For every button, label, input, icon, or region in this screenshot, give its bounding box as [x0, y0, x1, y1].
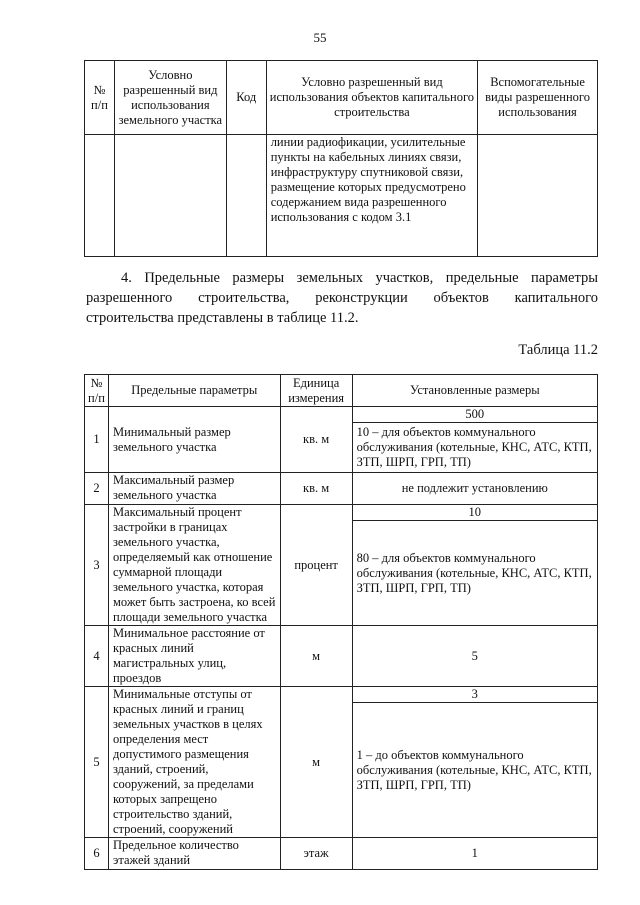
cell-code: [226, 135, 266, 257]
row-value-main: 500: [352, 407, 597, 423]
row-param: Максимальный размер земельного участка: [108, 473, 280, 505]
row-unit: процент: [280, 505, 352, 626]
page-number: 55: [313, 30, 327, 45]
row-num: 6: [85, 838, 109, 870]
table-row: [85, 407, 598, 423]
cell-num: [85, 135, 115, 257]
row-value: 5: [352, 626, 597, 687]
row-value: 1: [352, 838, 597, 870]
table-caption: Таблица 11.2: [518, 342, 598, 358]
row-unit: м: [280, 687, 352, 838]
row-value-sub: 1 – до объектов коммунального обслуживания (котельные, КНС, АТС, КТП, ЗТП, ШРП, ГРП, ТП): [352, 703, 597, 838]
row-value-sub: 10 – для объектов коммунального обслуживания (котельные, КНС, АТС, КТП, ЗТП, ШРП, ГРП, ТП): [352, 423, 597, 473]
table-row: [85, 135, 598, 257]
header-num: № п/п: [85, 61, 115, 135]
cell-use-type: [114, 135, 226, 257]
row-value: не подлежит установлению: [352, 473, 597, 505]
header-value: Установленные размеры: [352, 375, 597, 407]
header-param: Предельные параметры: [108, 375, 280, 407]
table-row: [85, 626, 598, 687]
limits-table: [84, 374, 598, 870]
row-param: Максимальный процент застройки в границах земельного участка, определяемый как отношение суммарной площади земельного участка, которая может быть застроена, ко всей площади земельного участка: [108, 505, 280, 626]
row-num: 3: [85, 505, 109, 626]
conditional-use-table: [84, 60, 598, 257]
table-row: [85, 473, 598, 505]
header-code: Код: [226, 61, 266, 135]
header-use-type: Условно разрешенный вид использования земельного участка: [114, 61, 226, 135]
table-row: [85, 838, 598, 870]
header-aux: Вспомогательные виды разрешенного использования: [478, 61, 598, 135]
paragraph-text: 4. Предельные размеры земельных участков, предельные параметры разрешенного строительства, реконструкции объектов капитального строительства представлены в таблице 11.2.: [86, 270, 598, 326]
row-param: Минимальные отступы от красных линий и границ земельных участков в целях определения мест допустимого размещения зданий, строений, сооружений, за пределами которых запрещено строительство зданий, строений, сооружений: [108, 687, 280, 838]
row-unit: м: [280, 626, 352, 687]
cell-aux: [478, 135, 598, 257]
row-num: 5: [85, 687, 109, 838]
row-unit: кв. м: [280, 407, 352, 473]
row-value-main: 3: [352, 687, 597, 703]
header-object-use: Условно разрешенный вид использования объектов капитального строительства: [266, 61, 477, 135]
row-param: Предельное количество этажей зданий: [108, 838, 280, 870]
row-param: Минимальный размер земельного участка: [108, 407, 280, 473]
table-row: [85, 687, 598, 703]
row-param: Минимальное расстояние от красных линий магистральных улиц, проездов: [108, 626, 280, 687]
row-num: 1: [85, 407, 109, 473]
row-value-sub: 80 – для объектов коммунального обслуживания (котельные, КНС, АТС, КТП, ЗТП, ШРП, ГРП, ТП): [352, 521, 597, 626]
table-row: [85, 505, 598, 521]
table-header-row: [85, 375, 598, 407]
table-header-row: [85, 61, 598, 135]
row-num: 2: [85, 473, 109, 505]
row-value-main: 10: [352, 505, 597, 521]
row-num: 4: [85, 626, 109, 687]
cell-object-use: линии радиофикации, усилительные пункты на кабельных линиях связи, инфраструктуру спутниковой связи, размещение которых предусмотрено содержанием вида разрешенного использования с кодом 3.1: [266, 135, 477, 257]
row-unit: кв. м: [280, 473, 352, 505]
header-unit: Единица измерения: [280, 375, 352, 407]
header-num: № п/п: [85, 375, 109, 407]
row-unit: этаж: [280, 838, 352, 870]
